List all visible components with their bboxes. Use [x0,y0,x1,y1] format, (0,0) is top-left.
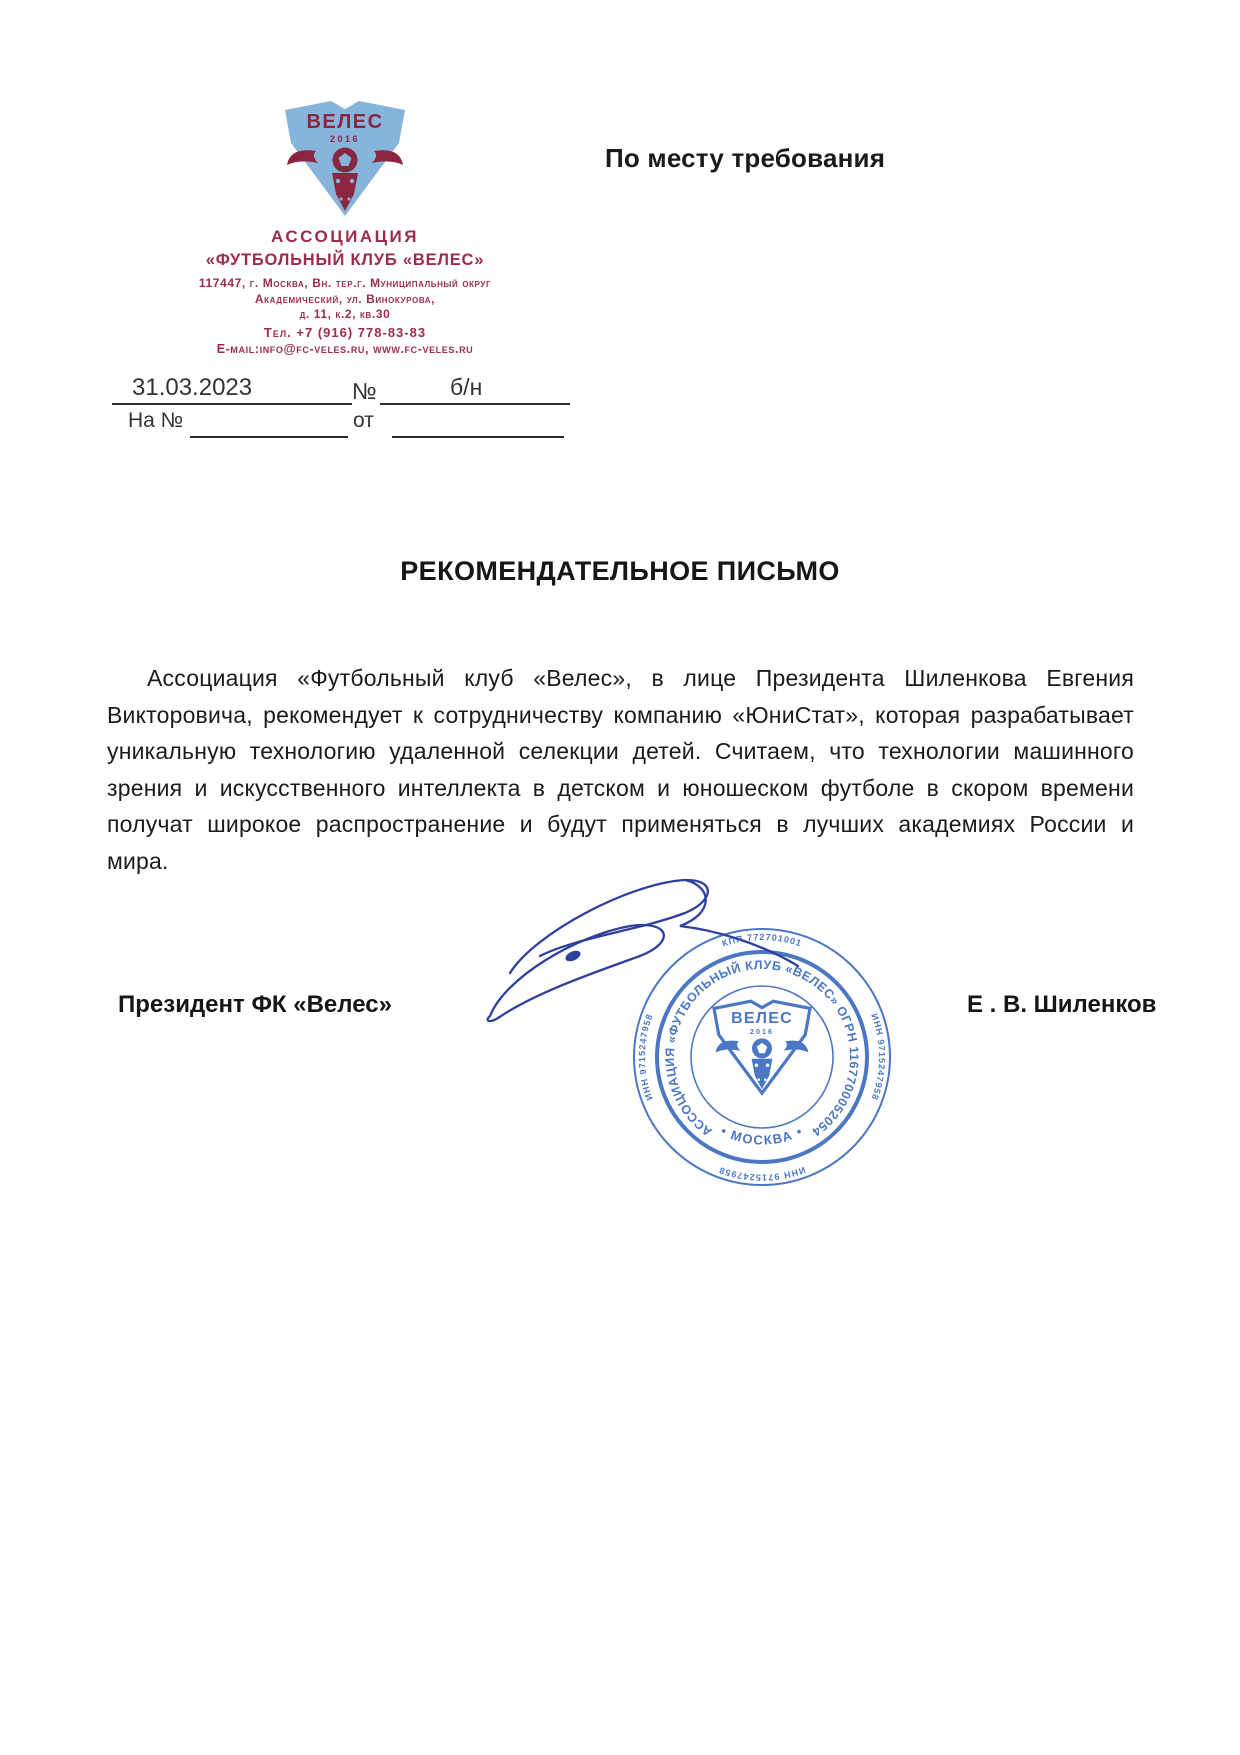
bull-eye-right [350,179,354,183]
stamp-nostril-left [758,1078,761,1081]
stamp-crest-name: ВЕЛЕС [731,1009,793,1027]
letter-title: РЕКОМЕНДАТЕЛЬНОЕ ПИСЬМО [400,556,840,586]
stamp-inn-right: ИНН 9715247958 [869,1012,888,1102]
recipient-line: По месту требования [605,143,886,173]
outgoing-number-field: б/н [380,374,570,405]
stamp-city-text: • МОСКВА • [718,1123,806,1148]
bull-eye-left [336,179,340,183]
crest-name-text: ВЕЛЕС [306,111,384,133]
club-crest-logo [280,97,410,219]
org-name-line2: «ФУТБОЛЬНЫЙ КЛУБ «ВЕЛЕС» [205,251,485,269]
bull-nostril-left [339,197,342,200]
stamp-crest-year: 2016 [750,1027,774,1036]
letter-body-paragraph: Ассоциация «Футбольный клуб «Велес», в лице Президента Шиленкова Евгения Викторовича, рекомендует к сотрудничеству компанию «ЮниСтат», которая разрабатывает уникальную технологию удаленной селекции детей. Считаем, что технологии машинного зрения и искусственного интеллекта в детском и юношеском футболе в скором времени получат широкое распространение и будут применяться в лучших академиях России и мира. [107,665,1134,874]
handwritten-signature [480,858,820,1048]
signature-stroke-1 [510,880,708,973]
bull-nostril-right [347,197,350,200]
reply-to-label: На № [128,409,184,432]
address-line-1: 117447, г. Москва, Вн. тер.г. Муниципальный округ [198,276,492,290]
reply-from-date-blank [392,409,564,438]
stamp-kpp-top: КПП 772701001 [720,931,804,949]
bull-face [332,173,358,211]
address-line-2: Академический, ул. Винокурова, [254,291,436,306]
outgoing-date-field: 31.03.2023 [112,374,352,405]
signer-name: Е . В. Шиленков [967,991,1157,1018]
letterhead [90,227,600,357]
signature-stroke-3 [488,925,664,1021]
reply-to-number-blank [190,409,348,438]
stamp-eye-right [766,1063,770,1067]
signature-ink-blot [564,949,582,964]
stamp-eye-left [755,1063,759,1067]
number-label: № [352,378,377,404]
org-name-line1: АССОЦИАЦИЯ [271,227,419,246]
stamp-band-text: АССОЦИАЦИЯ «ФУТБОЛЬНЫЙ КЛУБ «ВЕЛЕС» ОГРН 1167700052054 [662,957,862,1139]
reply-from-label: от [353,409,374,432]
stamp-inn-bottom: ИНН 9715247958 [717,1164,807,1183]
stamp-nostril-right [764,1078,767,1081]
signer-position: Президент ФК «Велес» [118,991,392,1018]
stamp-inn-left: ИНН 9715247958 [636,1012,655,1102]
email-line: E-mail:info@fc-veles.ru, www.fc-veles.ru [216,341,474,356]
crest-year-text: 2016 [329,134,361,144]
phone-line: Тел. +7 (916) 778-83-83 [263,324,427,340]
address-line-3: д. 11, к.2, кв.30 [299,307,391,321]
signature-stroke-2 [680,880,798,966]
